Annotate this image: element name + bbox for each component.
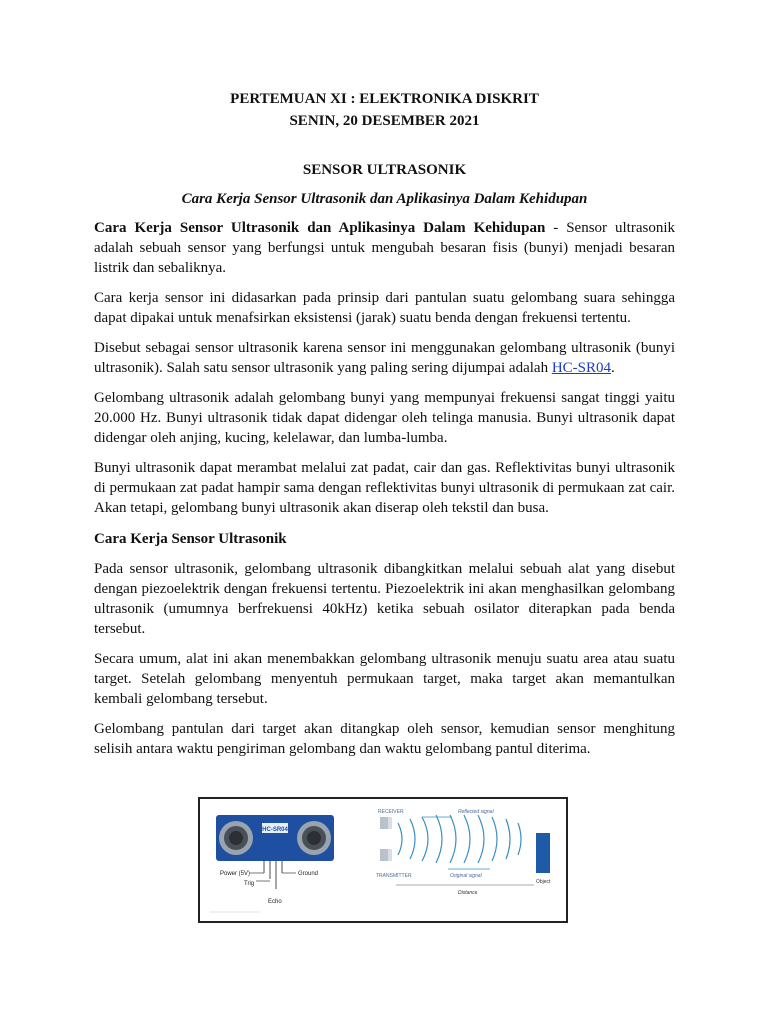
target-object-icon xyxy=(536,833,550,873)
paragraph-piezo: Pada sensor ultrasonik, gelombang ultrasonik dibangkitkan melalui sebuah alat yang disebut dengan piezoelektrik dengan frekuensi tertentu. Piezoelektrik ini akan menghasilkan gelombang ultrasonik (umumnya berfrekuensi 40kHz) ketika sebuah osilator diterapkan pada benda tersebut. xyxy=(94,561,675,637)
paragraph-reception: Gelombang pantulan dari target akan ditangkap oleh sensor, kemudian sensor menghitung selisih antara waktu pengiriman gelombang dan waktu gelombang pantul diterima. xyxy=(94,721,675,757)
ultrasonic-sensor-figure xyxy=(198,797,568,923)
paragraph-naming-end: . xyxy=(611,360,615,376)
paragraph-intro xyxy=(94,218,675,278)
label-receiver: RECEIVER xyxy=(378,809,404,815)
document-body xyxy=(94,88,675,759)
paragraph-intro-text: - Sensor ultrasonik adalah sebuah sensor yang berfungsi untuk mengubah besaran fisis (bunyi) menjadi besaran listrik dan sebaliknya. xyxy=(94,220,675,276)
paragraph-propagation: Bunyi ultrasonik dapat merambat melalui zat padat, cair dan gas. Reflektivitas bunyi ultrasonik di permukaan zat padat hampir sama dengan reflektivitas bunyi ultrasonik di permukaan zat cair. Akan tetapi, gelombang bunyi ultrasonik akan diserap oleh tekstil dan busa. xyxy=(94,460,675,516)
ultrasonic-waves-icon xyxy=(398,815,521,863)
label-distance: Distance xyxy=(458,890,478,896)
meeting-title: PERTEMUAN XI : ELEKTRONIKA DISKRIT xyxy=(230,91,539,107)
label-reflected: Reflected signal xyxy=(458,809,494,815)
section2-heading: Cara Kerja Sensor Ultrasonik xyxy=(94,531,287,547)
meeting-date: SENIN, 20 DESEMBER 2021 xyxy=(289,113,480,129)
label-echo: Echo xyxy=(268,899,282,905)
paragraph-emission: Secara umum, alat ini akan menembakkan gelombang ultrasonik menuju suatu area atau suatu target. Setelah gelombang menyentuh permukaan target, maka target akan memantulkan kembali gelombang tersebut. xyxy=(94,651,675,707)
paragraph-naming-text: Disebut sebagai sensor ultrasonik karena sensor ini menggunakan gelombang ultrasonik (bunyi ultrasonik). Salah satu sensor ultrasonik yang paling sering dijumpai adalah xyxy=(94,340,675,376)
receiver-icon xyxy=(380,817,388,829)
paragraph-principle: Cara kerja sensor ini didasarkan pada prinsip dari pantulan suatu gelombang suara sehingga dapat dipakai untuk menafsirkan eksistensi (jarak) suatu benda dengan frekuensi tertentu. xyxy=(94,290,675,326)
hc-sr04-link[interactable]: HC-SR04 xyxy=(551,360,612,376)
label-original: Original signal xyxy=(450,873,482,879)
paragraph-frequency: Gelombang ultrasonik adalah gelombang bunyi yang mempunyai frekuensi sangat tinggi yaitu 20.000 Hz. Bunyi ultrasonik tidak dapat didengar oleh telinga manusia. Bunyi ultrasonik dapat didengar oleh anjing, kucing, kelelawar, dan lumba-lumba. xyxy=(94,390,675,446)
sensor-diagram xyxy=(200,799,566,921)
transmitter-icon xyxy=(380,849,388,861)
module-label: HC-SR04 xyxy=(262,827,288,833)
label-power: Power (5V) xyxy=(220,871,251,877)
section-title: SENSOR ULTRASONIK xyxy=(302,162,467,178)
paragraph-naming xyxy=(94,338,675,378)
label-transmitter: TRANSMITTER xyxy=(376,873,412,879)
paragraph-intro-lead: Cara Kerja Sensor Ultrasonik dan Aplikasinya Dalam Kehidupan xyxy=(94,220,546,236)
label-trig: Trig xyxy=(244,881,255,887)
section-subtitle: Cara Kerja Sensor Ultrasonik dan Aplikasinya Dalam Kehidupan xyxy=(181,191,588,207)
label-object: Object xyxy=(536,879,551,885)
label-ground: Ground xyxy=(298,871,319,877)
